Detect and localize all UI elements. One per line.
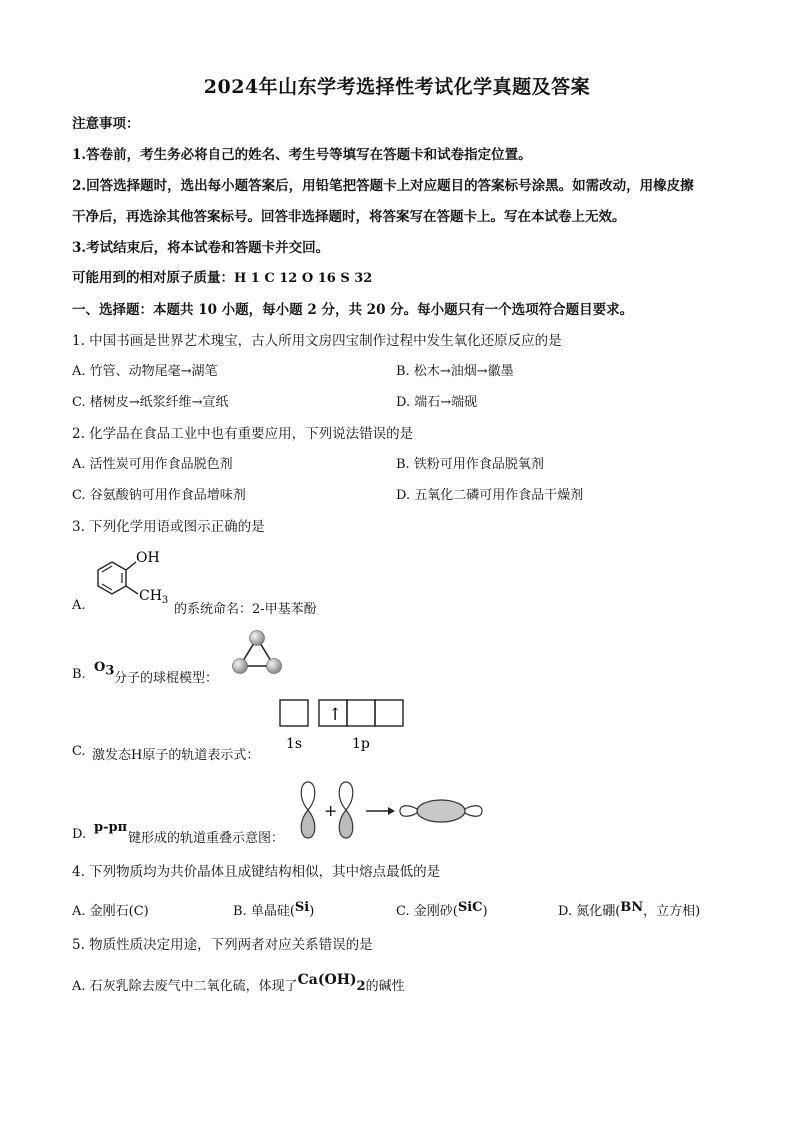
question-3-option-a-label: A. <box>72 598 86 613</box>
question-1-option-b: B. 松木→油烟→徽墨 <box>396 364 514 379</box>
orbital-label-1s: 1s <box>286 736 303 752</box>
atomic-mass-values: H 1 C 12 O 16 S 32 <box>234 271 373 286</box>
notice-item-3: 3.考试结束后，将本试卷和答题卡并交回。 <box>72 240 330 256</box>
question-3-option-d-text: 键形成的轨道重叠示意图： <box>128 831 285 846</box>
p-p-pi-formula: p-pπ <box>94 820 128 835</box>
question-4-option-c: C. 金刚砂(SiC) <box>396 900 488 919</box>
page-title: 2024年山东学考选择性考试化学真题及答案 <box>203 76 591 98</box>
orbital-box-1p-3 <box>375 700 403 726</box>
question-3-option-c-text: 激发态H原子的轨道表示式： <box>92 748 260 763</box>
plus-sign: + <box>324 801 338 820</box>
question-4-stem: 4. 下列物质均为共价晶体且成键结构相似，其中熔点最低的是 <box>72 864 441 880</box>
notice-item-2: 2.回答选择题时，选出每小题答案后，用铅笔把答题卡上对应题目的答案标号涂黑。如需改动，用橡皮擦 <box>72 178 694 194</box>
question-3-option-b-text: 分子的球棍模型： <box>114 671 219 686</box>
question-1-option-c: C. 楮树皮→纸浆纤维→宣纸 <box>72 395 229 410</box>
orbital-label-1p: 1p <box>352 736 370 752</box>
question-3-option-d-label: D. <box>72 827 87 842</box>
question-2-option-b: B. 铁粉可用作食品脱氧剂 <box>396 457 544 472</box>
question-4-option-b: B. 单晶硅(Si) <box>233 900 315 919</box>
electron-up-arrow: ↑ <box>328 705 343 725</box>
atomic-mass-line <box>72 266 372 286</box>
ch3-label: $CH_3$ <box>139 588 169 606</box>
orbital-box-1s <box>280 700 308 726</box>
methylphenol-structure <box>92 548 172 610</box>
question-5-option-a: A. 石灰乳除去废气中二氧化硫，体现了$Ca(OH)_2$的碱性 <box>72 972 405 994</box>
question-3-option-b-label: B. <box>72 667 86 682</box>
question-1-stem: 1. 中国书画是世界艺术瑰宝，古人所用文房四宝制作过程中发生氧化还原反应的是 <box>72 333 562 349</box>
section-heading: 一、选择题：本题共 10 小题，每小题 2 分，共 20 分。每小题只有一个选项符合题目要求。 <box>72 302 634 318</box>
question-3-option-a-text: 的系统命名：2-甲基苯酚 <box>174 602 317 617</box>
notice-item-1: 1.答卷前，考生务必将自己的姓名、考生号等填写在答题卡和试卷指定位置。 <box>72 147 532 163</box>
question-3-option-c-label: C. <box>72 744 86 759</box>
question-1-option-a: A. 竹管、动物尾毫→湖笔 <box>72 364 218 379</box>
question-2-option-a: A. 活性炭可用作食品脱色剂 <box>72 457 233 472</box>
orbital-box-1p-2 <box>347 700 375 726</box>
question-2-stem: 2. 化学品在食品工业中也有重要应用，下列说法错误的是 <box>72 426 414 442</box>
o3-formula: $O_3$ <box>94 660 115 679</box>
p-orbital-overlap-diagram <box>296 780 486 840</box>
question-4-option-d: D. 氮化硼(BN，立方相) <box>558 900 701 919</box>
notice-item-2-cont: 干净后，再选涂其他答案标号。回答非选择题时，将答案写在答题卡上。写在本试卷上无效。 <box>72 209 626 225</box>
orbital-diagram <box>278 698 410 756</box>
question-2-option-d: D. 五氧化二磷可用作食品干燥剂 <box>396 488 584 503</box>
question-3-stem: 3. 下列化学用语或图示正确的是 <box>72 519 265 535</box>
question-1-option-d: D. 端石→端砚 <box>396 395 478 410</box>
o3-ball-stick-model <box>228 628 286 678</box>
question-5-stem: 5. 物质性质决定用途，下列两者对应关系错误的是 <box>72 937 373 953</box>
oh-label: OH <box>136 550 160 566</box>
question-2-option-c: C. 谷氨酸钠可用作食品增味剂 <box>72 488 246 503</box>
question-4-option-a: A. 金刚石(C) <box>72 904 149 919</box>
atomic-mass-label: 可能用到的相对原子质量： <box>72 270 234 286</box>
notice-heading: 注意事项： <box>72 116 140 132</box>
